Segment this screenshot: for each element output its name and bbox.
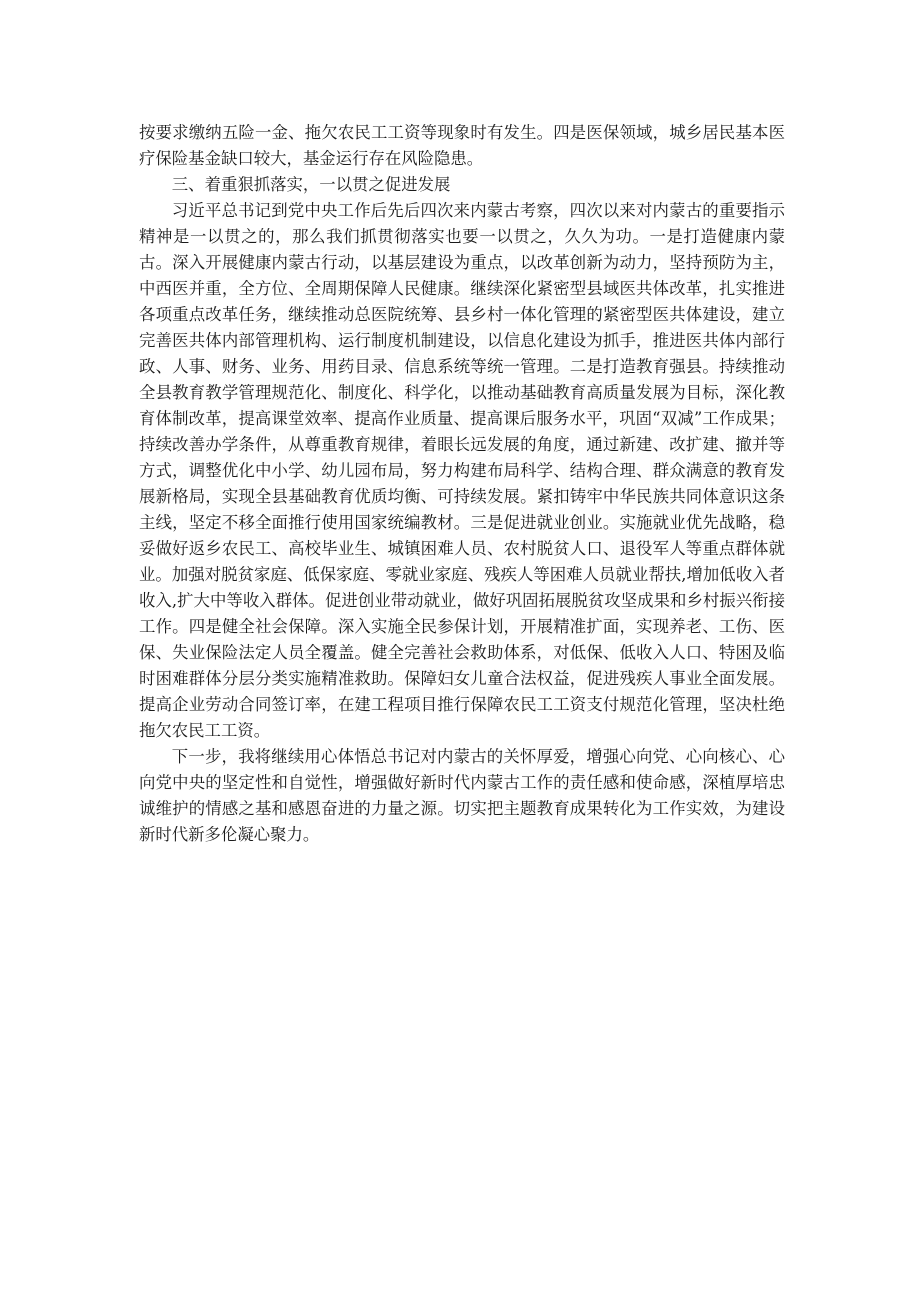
paragraph-continuation: 按要求缴纳五险一金、拖欠农民工工资等现象时有发生。四是医保领域，城乡居民基本医疗保险基金缺口较大，基金运行存在风险隐患。 (139, 123, 785, 168)
section-heading-3: 三、着重狠抓落实，一以贯之促进发展 (171, 175, 451, 194)
paragraph-next-steps: 下一步，我将继续用心体悟总书记对内蒙古的关怀厚爱，增强心向党、心向核心、心向党中央的坚定性和自觉性，增强做好新时代内蒙古工作的责任感和使命感，深植厚培忠诚维护的情感之基和感恩奋进的力量之源。切实把主题教育成果转化为工作实效，为建设新时代新多伦凝心聚力。 (139, 747, 785, 844)
paragraph-section-3-body: 习近平总书记到党中央工作后先后四次来内蒙古考察，四次以来对内蒙古的重要指示精神是一以贯之的，那么我们抓贯彻落实也要一以贯之，久久为功。一是打造健康内蒙古。深入开展健康内蒙古行动，以基层建设为重点，以改革创新为动力，坚持预防为主，中西医并重，全方位、全周期保障人民健康。继续深化紧密型县域医共体改革，扎实推进各项重点改革任务，继续推动总医院统筹、县乡村一体化管理的紧密型医共体建设，建立完善医共体内部管理机构、运行制度机制建设，以信息化建设为抓手，推进医共体内部行政、人事、财务、业务、用药目录、信息系统等统一管理。二是打造教育强县。持续推动全县教育教学管理规范化、制度化、科学化，以推动基础教育高质量发展为目标，深化教育体制改革，提高课堂效率、提高作业质量、提高课后服务水平，巩固“双减”工作成果；持续改善办学条件，从尊重教育规律，着眼长远发展的角度，通过新建、改扩建、撤并等方式，调整优化中小学、幼儿园布局，努力构建布局科学、结构合理、群众满意的教育发展新格局，实现全县基础教育优质均衡、可持续发展。紧扣铸牢中华民族共同体意识这条主线，坚定不移全面推行使用国家统编教材。三是促进就业创业。实施就业优先战略，稳妥做好返乡农民工、高校毕业生、城镇困难人员、农村脱贫人口、退役军人等重点群体就业。加强对脱贫家庭、低保家庭、零就业家庭、残疾人等困难人员就业帮扶,增加低收入者收入,扩大中等收入群体。促进创业带动就业，做好巩固拓展脱贫攻坚成果和乡村振兴衔接工作。四是健全社会保障。深入实施全民参保计划，开展精准扩面，实现养老、工伤、医保、失业保险法定人员全覆盖。健全完善社会救助体系，对低保、低收入人口、特困及临时困难群体分层分类实施精准救助。保障妇女儿童合法权益，促进残疾人事业全面发展。提高企业劳动合同签订率，在建工程项目推行保障农民工工资支付规范化管理，坚决杜绝拖欠农民工工资。 (139, 201, 785, 740)
document-body (139, 120, 785, 848)
